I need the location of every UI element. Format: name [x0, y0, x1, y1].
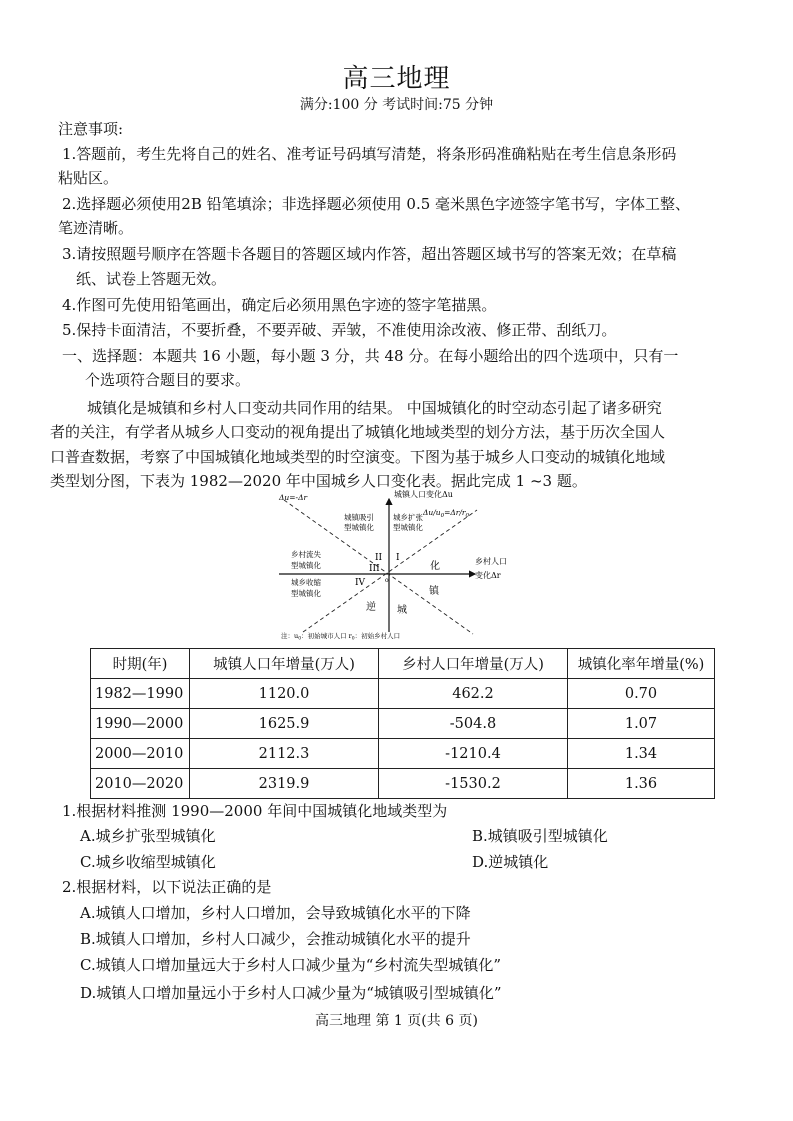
question-2-stem: 2.根据材料，以下说法正确的是 — [62, 878, 272, 896]
table-cell: 2112.3 — [190, 739, 379, 769]
quadrant-2-label-a: 城乡扩张 — [393, 513, 423, 522]
question-1-option-b[interactable]: B.城镇吸引型城镇化 — [472, 827, 608, 845]
table-cell: -1530.2 — [379, 769, 568, 799]
line-right-label: $\Delta u/u_0=\Delta r/r_0$ — [423, 508, 470, 519]
notes-heading: 注意事项: — [58, 120, 124, 138]
table-cell: 1990—2000 — [91, 709, 190, 739]
x-axis-label-2: 变化Δr — [475, 571, 501, 580]
table-header: 时期(年) — [91, 649, 190, 679]
quadrant-2-label-b: 型城镇化 — [393, 523, 423, 532]
quadrant-3-label-a: 乡村流失 — [291, 550, 321, 559]
intro-line-4: 类型划分图，下表为 1982—2020 年中国城乡人口变化表。据此完成 1 ~3 题。 — [50, 472, 587, 490]
origin-label: o — [385, 577, 389, 584]
table-cell: 2319.9 — [190, 769, 379, 799]
population-change-table — [90, 648, 715, 799]
y-axis-label: 城镇人口变化Δu — [394, 490, 453, 499]
note-3-line-2: 纸、试卷上答题无效。 — [76, 270, 227, 288]
question-1-option-a[interactable]: A.城乡扩张型城镇化 — [80, 827, 216, 845]
region-IV: IV — [355, 578, 366, 588]
intro-line-1: 城镇化是城镇和乡村人口变动共同作用的结果。 中国城镇化的时空动态引起了诸多研究 — [87, 399, 662, 417]
table-cell: -1210.4 — [379, 739, 568, 769]
quadrant-4-label-a: 城乡收缩 — [291, 578, 321, 587]
region-label-ni: 逆 — [366, 602, 376, 613]
question-2-option-c[interactable]: C.城镇人口增加量远大于乡村人口减少量为“乡村流失型城镇化” — [80, 956, 502, 974]
table-header: 城镇化率年增量(%) — [568, 649, 715, 679]
exam-info: 满分:100 分 考试时间:75 分钟 — [299, 97, 494, 113]
table-row — [91, 739, 715, 769]
question-1-option-c[interactable]: C.城乡收缩型城镇化 — [80, 853, 216, 871]
table-cell: 1982—1990 — [91, 679, 190, 709]
note-4: 4.作图可先使用铅笔画出，确定后必须用黑色字迹的签字笔描黑。 — [62, 296, 497, 314]
line-left-label: Δu=-Δr — [279, 493, 308, 502]
table-cell: 462.2 — [379, 679, 568, 709]
quadrant-1-label-b: 型城镇化 — [344, 523, 374, 532]
question-1-stem: 1.根据材料推测 1990—2000 年间中国城镇化地域类型为 — [62, 802, 448, 820]
table-cell: 2000—2010 — [91, 739, 190, 769]
quadrant-4-label-b: 型城镇化 — [291, 589, 321, 598]
question-1-option-d[interactable]: D.逆城镇化 — [472, 853, 549, 871]
table-row — [91, 769, 715, 799]
table-cell: 1.34 — [568, 739, 715, 769]
table-cell: 1.07 — [568, 709, 715, 739]
question-2-option-d[interactable]: D.城镇人口增加量远小于乡村人口减少量为“城镇吸引型城镇化” — [80, 984, 502, 1002]
note-1-line-1: 1.答题前，考生先将自己的姓名、准考证号码填写清楚，将条形码准确粘贴在考生信息条形码 — [62, 145, 677, 163]
section-heading-line-1: 一、选择题：本题共 16 小题，每小题 3 分，共 48 分。在每小题给出的四个选项中，只有一 — [62, 347, 679, 365]
table-header: 城镇人口年增量(万人) — [190, 649, 379, 679]
region-I: I — [396, 553, 400, 563]
region-label-cheng: 城 — [397, 605, 407, 616]
page-footer: 高三地理 第 1 页(共 6 页) — [315, 1013, 478, 1029]
intro-line-2: 者的关注，有学者从城乡人口变动的视角提出了城镇化地域类型的划分方法，基于历次全国人 — [50, 423, 666, 441]
intro-line-3: 口普查数据，考察了中国城镇化地域类型的时空演变。下图为基于城乡人口变动的城镇化地域 — [50, 448, 666, 466]
region-label-hua: 化 — [430, 561, 440, 572]
table-cell: 0.70 — [568, 679, 715, 709]
diagram-note: 注：$u_0$：初始城市人口 $r_0$：初始乡村人口 — [281, 632, 401, 642]
question-2-option-a[interactable]: A.城镇人口增加，乡村人口增加，会导致城镇化水平的下降 — [80, 904, 471, 922]
table-cell: 2010—2020 — [91, 769, 190, 799]
urbanization-type-diagram — [277, 490, 507, 642]
table-cell: 1.36 — [568, 769, 715, 799]
quadrant-1-label-a: 城镇吸引 — [344, 513, 374, 522]
region-II: II — [375, 553, 383, 563]
region-label-zhen: 镇 — [429, 586, 439, 597]
table-header-row — [91, 649, 715, 679]
table-header: 乡村人口年增量(万人) — [379, 649, 568, 679]
line-ratio — [303, 510, 477, 632]
table-row — [91, 709, 715, 739]
note-1-line-2: 粘贴区。 — [58, 169, 119, 187]
x-axis-label-1: 乡村人口 — [475, 557, 507, 566]
quadrant-3-label-b: 型城镇化 — [291, 561, 321, 570]
section-heading-line-2: 个选项符合题目的要求。 — [85, 371, 251, 389]
table-cell: 1625.9 — [190, 709, 379, 739]
region-III: III — [369, 564, 380, 574]
table-row — [91, 679, 715, 709]
question-2-option-b[interactable]: B.城镇人口增加，乡村人口减少，会推动城镇化水平的提升 — [80, 930, 471, 948]
table-cell: -504.8 — [379, 709, 568, 739]
note-2-line-2: 笔迹清晰。 — [58, 219, 134, 237]
table-cell: 1120.0 — [190, 679, 379, 709]
note-5: 5.保持卡面清洁，不要折叠，不要弄破、弄皱，不准使用涂改液、修正带、刮纸刀。 — [62, 321, 617, 339]
note-2-line-1: 2.选择题必须使用2B 铅笔填涂；非选择题必须使用 0.5 毫米黑色字迹签字笔书写，字体工整、 — [62, 195, 691, 213]
note-3-line-1: 3.请按照题号顺序在答题卡各题目的答题区域内作答，超出答题区域书写的答案无效；在草稿 — [62, 245, 677, 263]
page-title: 高三地理 — [342, 64, 451, 94]
